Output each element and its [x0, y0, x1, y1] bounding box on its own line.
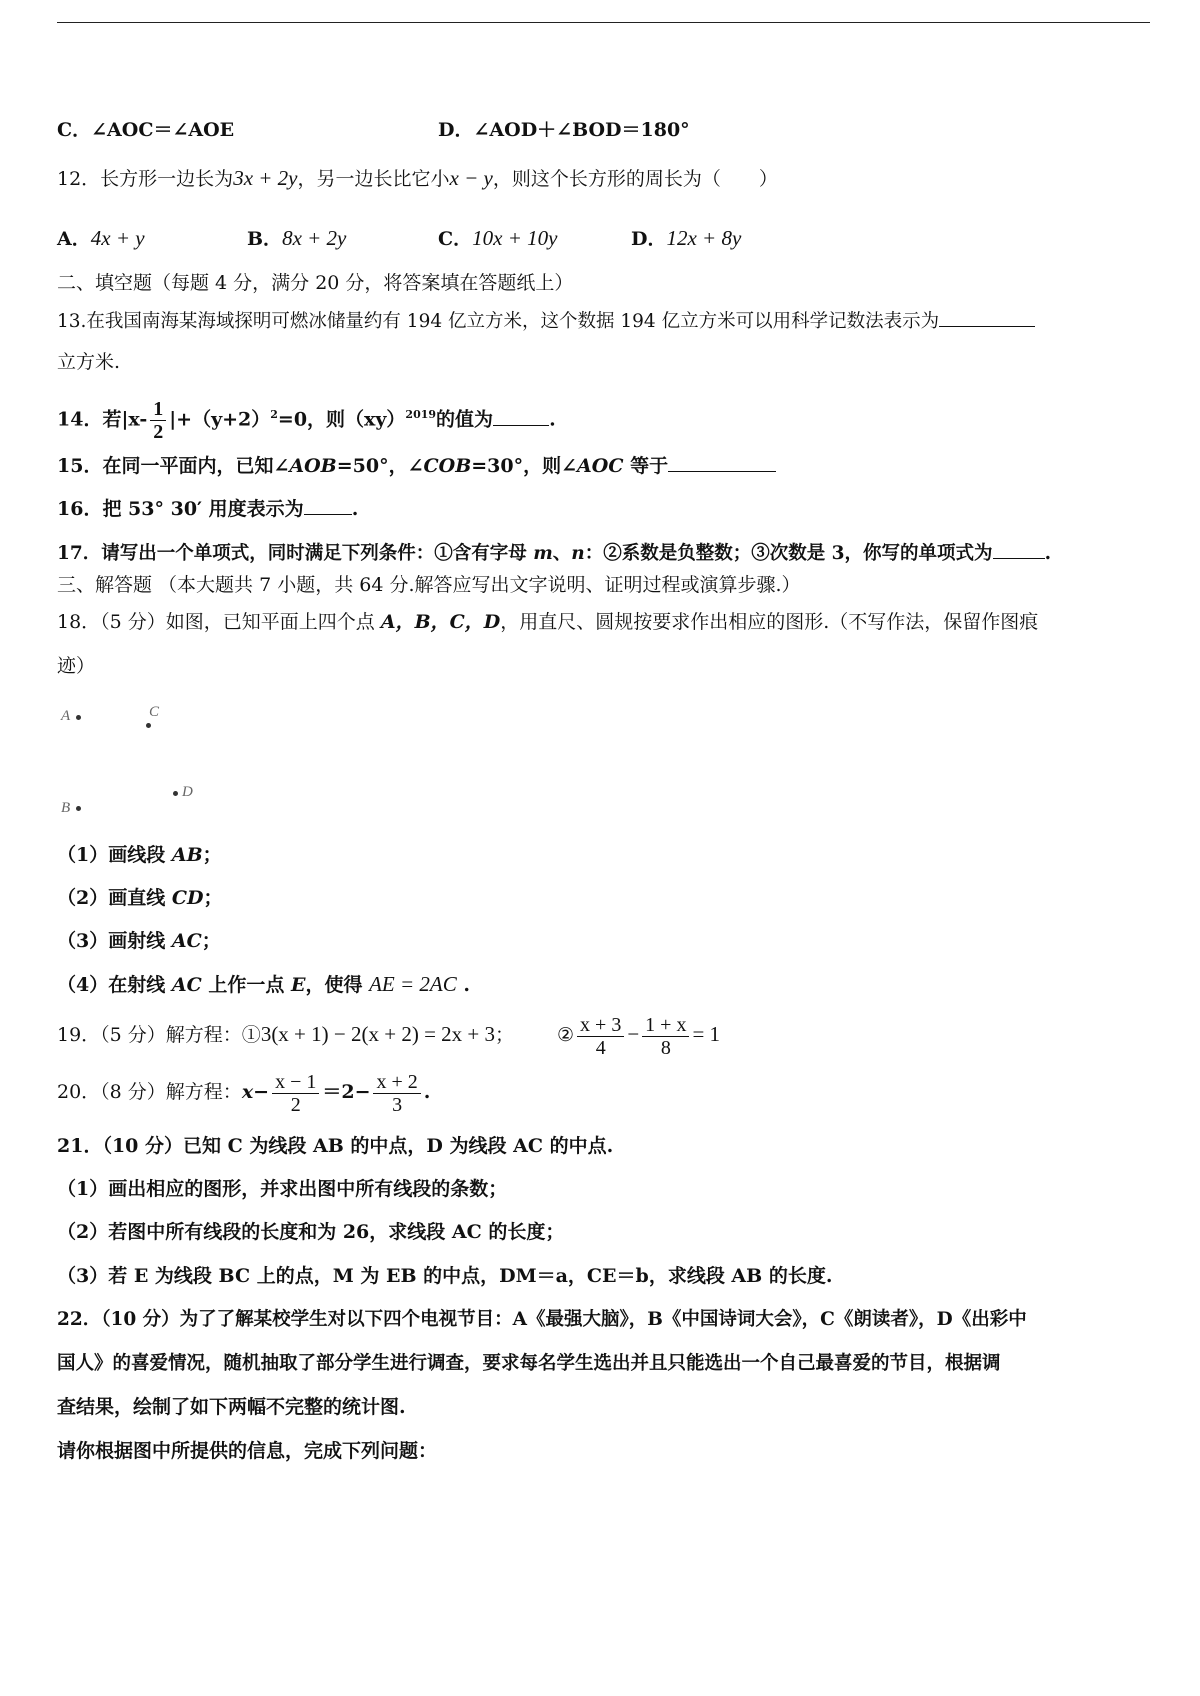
q11-option-c: C．∠AOC＝∠AOE	[57, 119, 235, 141]
header-rule	[57, 22, 1150, 23]
q22-line-4: 请你根据图中所提供的信息，完成下列问题：	[57, 1440, 438, 1462]
point-c	[146, 723, 151, 728]
q12-option-a: A．4x + y	[57, 226, 145, 250]
q19-equation-1: 3(x + 1) − 2(x + 2) = 2x + 3	[260, 1022, 496, 1046]
q18-sub-3: （3）画射线 AC；	[57, 930, 221, 952]
q17-stem: 17．请写出一个单项式，同时满足下列条件：①含有字母 m、n：②系数是负整数；③次数是 3，你写的单项式为 .	[57, 538, 1051, 566]
point-d-label: D	[182, 784, 193, 800]
q21-stem: 21．（10 分）已知 C 为线段 AB 的中点，D 为线段 AC 的中点.	[57, 1135, 614, 1157]
section-2-heading: 二、填空题（每题 4 分，满分 20 分，将答案填在答题纸上）	[57, 272, 574, 294]
point-d	[173, 791, 178, 796]
q15-stem: 15．在同一平面内，已知∠AOB=50°，∠COB=30°，则∠AOC 等于	[57, 451, 776, 478]
q12-stem: 12．长方形一边长为3x + 2y，另一边长比它小x − y，则这个长方形的周长为（ ）	[57, 166, 778, 190]
q21-sub-2: （2）若图中所有线段的长度和为 26，求线段 AC 的长度；	[57, 1221, 565, 1243]
q21-sub-1: （1）画出相应的图形，并求出图中所有线段的条数；	[57, 1178, 508, 1200]
section-3-heading: 三、解答题 （本大题共 7 小题，共 64 分.解答应写出文字说明、证明过程或演算步骤.）	[57, 574, 801, 596]
q16-answer-blank	[304, 494, 352, 515]
q13-answer-blank	[939, 306, 1035, 327]
q22-line-1: 22．（10 分）为了了解某校学生对以下四个电视节目：A《最强大脑》，B《中国诗词大会》，C《朗读者》，D《出彩中	[57, 1309, 1027, 1330]
q21-sub-3: （3）若 E 为线段 BC 上的点，M 为 EB 的中点，DM＝a，CE＝b，求线段 AB 的长度.	[57, 1265, 833, 1287]
q17-answer-blank	[993, 538, 1045, 559]
q16-stem: 16．把 53° 30′ 用度表示为 .	[57, 494, 358, 521]
q18-line-1: 18．（5 分）如图，已知平面上四个点 A，B，C，D，用直尺、圆规按要求作出相应的图形.（不写作法，保留作图痕	[57, 611, 1039, 633]
point-b	[76, 806, 81, 811]
q19-equation-2: ② $\frac{x + 3}{4}$ − $\frac{1 + x}{8}$ = 1	[557, 1013, 721, 1059]
q14-stem: 14．若|x- $\frac{1}{2}$ $|+(y+2)^2=0$，则（xy）$^{2019}$的值为 .	[57, 398, 556, 443]
point-a-label: A	[61, 708, 71, 724]
q18-sub-2: （2）画直线 CD；	[57, 887, 223, 909]
q11-option-d: D．∠AOD＋∠BOD＝180°	[438, 119, 690, 141]
q13-line-2: 立方米.	[57, 351, 121, 373]
q20-stem: 20．（8 分）解方程：x− $\frac{x - 1}{2}$ ＝2− $\frac{x + 2}{3}$ .	[57, 1070, 431, 1116]
point-c-label: C	[149, 704, 160, 720]
point-b-label: B	[61, 800, 71, 816]
q12-option-d: D．12x + 8y	[631, 226, 742, 250]
point-a	[76, 715, 81, 720]
q18-line-2: 迹）	[57, 655, 96, 677]
q13-line-1: 13.在我国南海某海域探明可燃冰储量约有 194 亿立方米，这个数据 194 亿立方米可以用科学记数法表示为	[57, 306, 1035, 334]
q19-stem: 19．（5 分）解方程：①3(x + 1) − 2(x + 2) = 2x + 3；	[57, 1022, 515, 1046]
q14-fraction: $\frac{1}{2}$	[150, 398, 166, 443]
q22-line-2: 国人》的喜爱情况，随机抽取了部分学生进行调查，要求每名学生选出并且只能选出一个自己最喜爱的节目，根据调	[57, 1353, 1001, 1374]
q15-answer-blank	[668, 451, 776, 472]
q14-answer-blank	[493, 405, 549, 426]
q18-sub-4: （4）在射线 AC 上作一点 E，使得 AE = 2AC .	[57, 972, 470, 996]
q18-sub-1: （1）画线段 AB；	[57, 844, 222, 866]
q22-line-3: 查结果，绘制了如下两幅不完整的统计图.	[57, 1396, 406, 1418]
q12-option-c: C．10x + 10y	[438, 226, 558, 250]
q12-option-b: B．8x + 2y	[247, 226, 347, 250]
